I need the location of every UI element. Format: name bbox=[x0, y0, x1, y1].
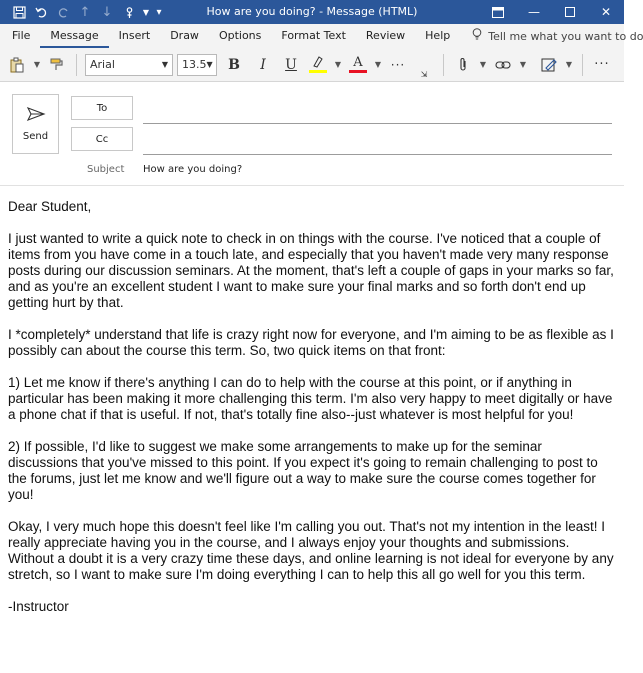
qat-more-icon[interactable]: ▾ bbox=[156, 6, 162, 18]
redo-icon[interactable] bbox=[52, 0, 74, 24]
paste-icon[interactable] bbox=[6, 53, 28, 77]
body-paragraph: I just wanted to write a quick note to check in on things with the course. I've noticed that a couple of items from you have come in a touch late, and especially that you haven't made very many response posts during our discussion seminars. At the moment, that's left a couple of gaps in your marks so far, and as you're an excellent student I want to make sure your final marks and so forth don't end up getting hurt by that. bbox=[8, 231, 614, 310]
greeting: Dear Student, bbox=[8, 199, 92, 214]
font-size-select[interactable] bbox=[177, 54, 217, 76]
font-name-value: Arial bbox=[90, 58, 115, 71]
body-paragraph: 2) If possible, I'd like to suggest we make some arrangements to make up for the seminar discussions that you've missed to this point. If you expect it's going to remain challenging to post to the forums, just let me know and we'll figure out a way to make sure the course comes together for you! bbox=[8, 439, 598, 502]
tab-review[interactable]: Review bbox=[365, 29, 406, 42]
maximize-icon[interactable] bbox=[552, 0, 588, 24]
signature: -Instructor bbox=[8, 599, 69, 614]
lightbulb-icon bbox=[472, 28, 482, 44]
tab-file[interactable]: File bbox=[12, 29, 31, 42]
tab-options[interactable]: Options bbox=[218, 29, 262, 42]
subject-field[interactable]: How are you doing? bbox=[143, 164, 243, 175]
font-name-select[interactable] bbox=[85, 54, 173, 76]
signature-icon[interactable] bbox=[538, 53, 560, 77]
divider bbox=[443, 54, 444, 76]
bold-button[interactable]: B bbox=[228, 56, 240, 73]
attach-dropdown-icon[interactable]: ▼ bbox=[479, 60, 487, 69]
minimize-icon[interactable]: — bbox=[528, 5, 540, 19]
customize-icon[interactable] bbox=[118, 0, 140, 24]
ribbon-tabs bbox=[0, 24, 643, 48]
divider bbox=[582, 54, 583, 76]
highlight-dropdown-icon[interactable]: ▼ bbox=[334, 60, 342, 69]
font-color-label: A bbox=[353, 54, 363, 70]
to-field[interactable] bbox=[143, 123, 612, 124]
ribbon-display-icon[interactable] bbox=[480, 0, 516, 24]
cc-field[interactable] bbox=[143, 154, 612, 155]
chevron-down-icon: ▼ bbox=[161, 60, 168, 69]
link-icon[interactable] bbox=[492, 53, 514, 77]
quick-access-toolbar bbox=[0, 0, 166, 24]
highlight-icon[interactable] bbox=[307, 55, 329, 75]
arrow-down-icon[interactable]: ↓ bbox=[101, 4, 113, 20]
font-size-value: 13.5 bbox=[182, 58, 207, 71]
qat-dropdown-icon[interactable]: ▼ bbox=[142, 7, 150, 17]
more-commands-button[interactable]: ··· bbox=[594, 57, 610, 72]
signature-dropdown-icon[interactable]: ▼ bbox=[565, 60, 573, 69]
chevron-down-icon: ▼ bbox=[206, 60, 213, 69]
send-label: Send bbox=[22, 131, 49, 142]
cc-button[interactable]: Cc bbox=[71, 127, 133, 151]
highlight-color-bar bbox=[309, 70, 327, 73]
divider bbox=[76, 54, 77, 76]
attach-file-icon[interactable] bbox=[452, 53, 474, 77]
tab-message[interactable]: Message bbox=[40, 24, 108, 48]
to-button[interactable]: To bbox=[71, 96, 133, 120]
format-painter-icon[interactable] bbox=[46, 53, 68, 77]
title-bar bbox=[0, 0, 624, 24]
tell-me-box[interactable] bbox=[460, 28, 643, 44]
window-title: How are you doing? - Message (HTML) bbox=[206, 5, 418, 18]
link-dropdown-icon[interactable]: ▼ bbox=[519, 60, 527, 69]
font-color-bar bbox=[349, 70, 367, 73]
undo-icon[interactable] bbox=[30, 0, 52, 24]
body-paragraph: Okay, I very much hope this doesn't feel like I'm calling you out. That's not my intention in the least! I really appreciate having you in the course, and I always enjoy your thoughts and submissions. Without a doubt it is a very crazy time these days, and online learning is not ideal for everyone by any stretch, so I want to make sure I'm doing everything I can to help this all go well for you this term. bbox=[8, 519, 614, 582]
send-button[interactable] bbox=[12, 94, 59, 154]
tab-insert[interactable]: Insert bbox=[118, 29, 151, 42]
font-color-button[interactable] bbox=[347, 55, 369, 75]
message-body[interactable] bbox=[8, 199, 614, 631]
body-paragraph: 1) Let me know if there's anything I can do to help with the course at this point, or if anything in particular has been making it more challenging this term. I'm also very happy to meet digitally or have a phone chat if that is useful. If not, that's totally fine also--just whatever is most helpful for you! bbox=[8, 375, 613, 422]
tab-help[interactable]: Help bbox=[425, 29, 451, 42]
underline-button[interactable]: U bbox=[285, 56, 297, 73]
save-icon[interactable] bbox=[8, 0, 30, 24]
tab-draw[interactable]: Draw bbox=[170, 29, 199, 42]
italic-button[interactable]: I bbox=[260, 56, 266, 73]
tab-format-text[interactable]: Format Text bbox=[281, 29, 346, 42]
ribbon-toolbar bbox=[0, 48, 624, 82]
paste-dropdown-icon[interactable]: ▼ bbox=[33, 60, 41, 69]
arrow-up-icon[interactable]: ↑ bbox=[79, 4, 91, 20]
compose-header bbox=[0, 83, 624, 186]
close-icon[interactable]: ✕ bbox=[600, 5, 612, 19]
subject-label: Subject bbox=[87, 164, 125, 175]
dialog-launcher-icon[interactable]: ⇲ bbox=[420, 69, 428, 79]
tell-me-text: Tell me what you want to do bbox=[488, 29, 643, 43]
send-icon bbox=[26, 106, 46, 125]
more-formatting-button[interactable]: ··· bbox=[390, 57, 406, 72]
body-paragraph: I *completely* understand that life is crazy right now for everyone, and I'm aiming to be as flexible as I possibly can about the course this term. So, two quick items on that front: bbox=[8, 327, 614, 358]
font-color-dropdown-icon[interactable]: ▼ bbox=[374, 60, 382, 69]
